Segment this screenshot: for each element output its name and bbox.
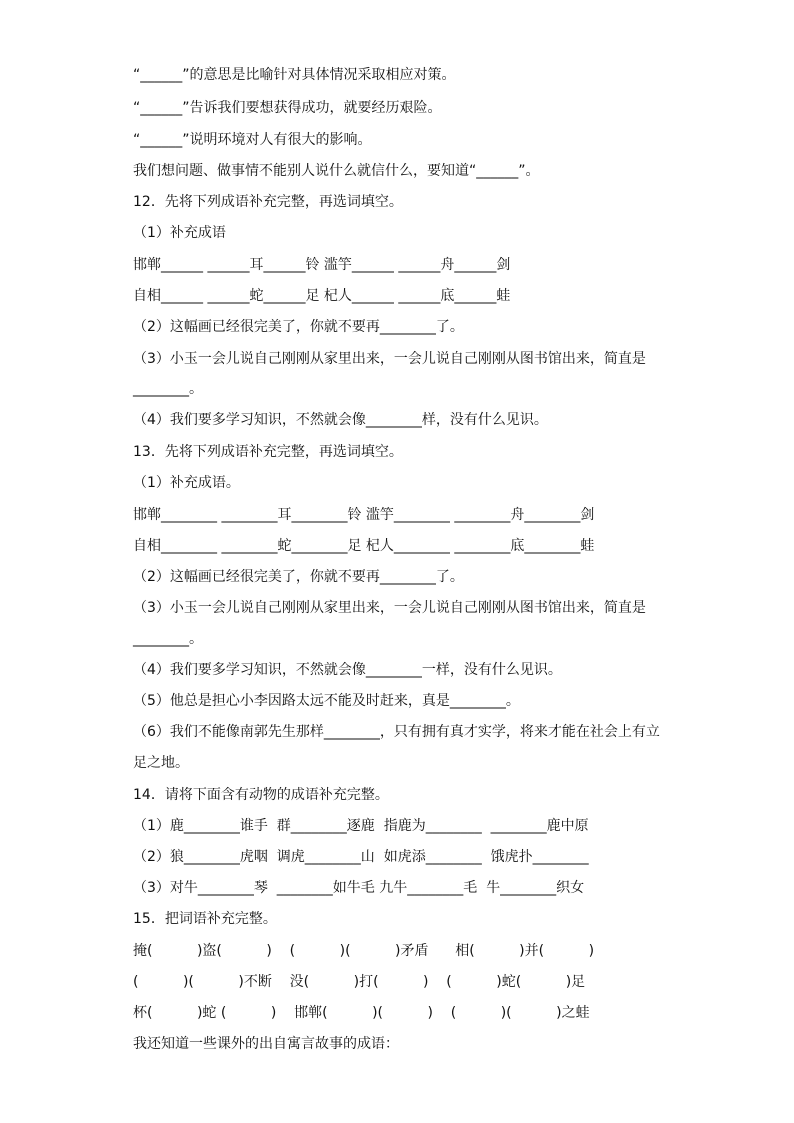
idiom-row: 邯郸______ ______耳______铃 滥竽______ ______舟______剑 bbox=[133, 257, 511, 273]
idiom-row: 自相______ ______蛇______足 杞人______ ______底______蛙 bbox=[133, 288, 511, 304]
fill-blank-row: 杯( )蛇 ( ) 邯郸( )( ) ( )( )之蛙 bbox=[133, 1005, 590, 1021]
text-line: ________。 bbox=[133, 381, 203, 397]
animal-idiom-row: （2）狼________虎咽 调虎________山 如虎添________ 饿虎扑________ bbox=[133, 849, 589, 865]
question-15-heading: 15．把词语补充完整。 bbox=[133, 911, 277, 927]
text-line: （3）小玉一会儿说自己刚刚从家里出来，一会儿说自己刚刚从图书馆出来，简直是 bbox=[133, 600, 646, 616]
question-14-heading: 14．请将下面含有动物的成语补充完整。 bbox=[133, 787, 389, 803]
idiom-row: 自相________ ________蛇________足 杞人________ ________底________蛙 bbox=[133, 538, 595, 554]
question-13-heading: 13．先将下列成语补充完整，再选词填空。 bbox=[133, 444, 403, 460]
text-line: “______”说明环境对人有很大的影响。 bbox=[133, 132, 372, 148]
animal-idiom-row: （3）对牛________琴 ________如牛毛 九牛________毛 牛________织女 bbox=[133, 880, 585, 896]
fill-blank-row: 掩( )盗( ) ( )( )矛盾 相( )并( ) bbox=[133, 943, 595, 959]
text-line: 足之地。 bbox=[133, 755, 189, 771]
text-line: “______”告诉我们要想获得成功，就要经历艰险。 bbox=[133, 100, 442, 116]
text-line: （3）小玉一会儿说自己刚刚从家里出来，一会儿说自己刚刚从图书馆出来，简直是 bbox=[133, 351, 646, 367]
text-line: （1）补充成语 bbox=[133, 225, 226, 241]
text-line: （1）补充成语。 bbox=[133, 475, 240, 491]
text-line: （2）这幅画已经很完美了，你就不要再________了。 bbox=[133, 569, 464, 585]
question-12-heading: 12．先将下列成语补充完整，再选词填空。 bbox=[133, 194, 403, 210]
text-line: （6）我们不能像南郭先生那样________，只有拥有真才实学，将来才能在社会上有立 bbox=[133, 724, 660, 740]
text-line: （4）我们要多学习知识，不然就会像________样，没有什么见识。 bbox=[133, 412, 548, 428]
idiom-row: 邯郸________ ________耳________铃 滥竽________ ________舟________剑 bbox=[133, 507, 595, 523]
text-line: （4）我们要多学习知识，不然就会像________一样，没有什么见识。 bbox=[133, 662, 562, 678]
animal-idiom-row: （1）鹿________谁手 群________逐鹿 指鹿为________ ________鹿中原 bbox=[133, 818, 589, 834]
text-line: 我还知道一些课外的出自寓言故事的成语： bbox=[133, 1036, 399, 1052]
text-line: （2）这幅画已经很完美了，你就不要再________了。 bbox=[133, 319, 464, 335]
text-line: （5）他总是担心小李因路太远不能及时赶来，真是________。 bbox=[133, 693, 520, 709]
text-line: ________。 bbox=[133, 631, 203, 647]
text-line: 我们想问题、做事情不能别人说什么就信什么，要知道“______”。 bbox=[133, 163, 540, 179]
text-line: “______”的意思是比喻针对具体情况采取相应对策。 bbox=[133, 67, 456, 83]
fill-blank-row: ( )( )不断 没( )打( ) ( )蛇( )足 bbox=[133, 974, 586, 990]
